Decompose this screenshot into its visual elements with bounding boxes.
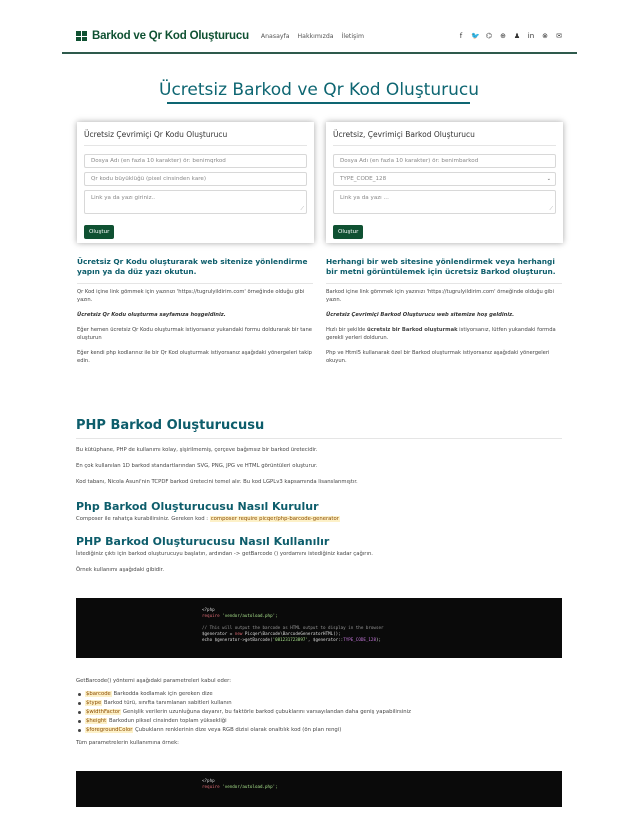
nav-link-home[interactable]: Anasayfa: [260, 32, 290, 40]
barcode-type-select[interactable]: [333, 172, 556, 186]
email-icon[interactable]: ✉: [556, 32, 562, 40]
qr-info-p3: Eğer hemen ücretsiz Qr Kodu oluşturmak istiyorsanız yukarıdaki formu doldurarak bir tane oluşturun: [77, 327, 312, 341]
barcode-type-value: TYPE_CODE_128: [340, 176, 387, 182]
code-line: <?php: [202, 778, 215, 783]
barcode-info-heading: Herhangi bir web sitesine yönlendirmek veya herhangi bir metni görüntülemek için ücretsiz Barkod oluşturun.: [326, 257, 562, 284]
code-const: TYPE_CODE_128: [343, 637, 376, 642]
barcode-info-p3: [326, 326, 562, 342]
code-keyword: new: [234, 631, 243, 636]
example-text: Örnek kullanımı aşağıdaki gibidir.: [76, 567, 165, 573]
barcode-card-heading: Ücretsiz, Çevrimiçi Barkod Oluşturucu: [333, 130, 556, 146]
param-desc: Çubukların renklerinin dize veya RGB dizisi olarak onaltılık kod (ön plan rengi): [135, 727, 342, 733]
barcode-info-section: [326, 257, 562, 372]
resize-grip-icon[interactable]: ⟋: [300, 206, 304, 212]
pinterest-icon[interactable]: ⊗: [542, 32, 548, 40]
php-section: [76, 418, 562, 439]
barcode-logo-icon: [76, 31, 88, 41]
navbar: [62, 20, 577, 54]
code-block-example: [76, 598, 562, 658]
social-links: [457, 32, 563, 40]
code-string: 'vendor/autoload.php';: [219, 613, 278, 618]
nav-link-contact[interactable]: İletişim: [341, 32, 365, 40]
qr-info-section: [77, 257, 313, 372]
code-call: echo $generator->getBarcode(: [202, 637, 273, 642]
usage-heading: PHP Barkod Oluşturucusu Nasıl Kullanılır: [76, 535, 330, 548]
code-class: Picqer\Barcode\BarcodeGeneratorHTML();: [242, 631, 341, 636]
qr-info-heading: Ücretsiz Qr Kodu oluşturarak web sitenize yönlendirme yapın ya da düz yazı okutun.: [77, 257, 313, 284]
barcode-info-p1: Barkod içine link gömmek için yazınızı 'https://tugrulyildirim.com' örneğinde olduğu gibi yazın.: [326, 289, 554, 303]
param-desc: Barkod türü, sınıfta tanımlanan sabitleri kullanın: [103, 700, 232, 706]
code-op: =: [227, 631, 235, 636]
page-title: Ücretsiz Barkod ve Qr Kod Oluşturucu: [159, 80, 479, 100]
stackoverflow-icon[interactable]: ♟: [513, 32, 521, 40]
php-p3: Kod tabanı, Nicola Asuni'nin TCPDF barkod üretecini temel alır. Bu kod LGPLv3 kapsamında lisanslanmıştır.: [76, 479, 358, 485]
list-item: [76, 727, 562, 733]
param-name: $foregroundColor: [86, 727, 133, 733]
code-keyword: require: [202, 613, 220, 618]
github-icon[interactable]: ⌬: [485, 32, 493, 40]
param-desc: Genişlik verilerin uzunluğuna dayanır, bu faktörle barkod çubuklarını varsayılandan daha geniş yapabilirsiniz: [122, 709, 411, 715]
brand-link[interactable]: [76, 30, 249, 42]
param-name: $height: [86, 718, 107, 724]
params-section: [76, 678, 562, 746]
facebook-icon[interactable]: f: [459, 32, 463, 40]
code-block-full: [76, 771, 562, 807]
qr-filename-input[interactable]: Dosya Adı (en fazla 10 karakter) ör: benimqrkod: [84, 154, 307, 168]
qr-create-button[interactable]: Oluştur: [84, 225, 114, 239]
php-section-heading: PHP Barkod Oluşturucusu: [76, 418, 562, 439]
qr-info-p4: Eğer kendi php kodlarınız ile bir Qr Kod oluşturmak istiyorsanız aşağıdaki yönergeleri takip edin.: [77, 350, 312, 364]
param-name: $widthFactor: [86, 709, 121, 715]
list-item: [76, 709, 562, 715]
title-underline: [167, 102, 470, 104]
install-text: Composer ile rahatça kurabilirsiniz. Gereken kod :: [76, 516, 209, 522]
brand-name: Barkod ve Qr Kod Oluşturucu: [92, 30, 249, 42]
php-p2: En çok kullanılan 1D barkod standartlarından SVG, PNG, JPG ve HTML görüntüleri oluşturur.: [76, 463, 318, 469]
qr-text-placeholder: Link ya da yazı giriniz..: [91, 195, 156, 201]
code-string: '081231723897': [272, 637, 308, 642]
linkedin-icon[interactable]: in: [527, 32, 535, 40]
barcode-info-p4: Php ve Html5 kullanarak özel bir Barkod oluşturmak istiyorsanız aşağıdaki yönergeleri okuyun.: [326, 350, 550, 364]
php-p1: Bu kütüphane, PHP de kullanımı kolay, şişirilmemiş, çerçeve bağımsız bir barkod üretecidir.: [76, 447, 318, 453]
install-command: composer require picqer/php-barcode-generator: [210, 516, 339, 522]
barcode-info-p3-bold: ücretsiz bir Barkod oluşturmak: [367, 327, 458, 333]
qr-info-welcome: Ücretsiz Qr Kodu oluşturma sayfamıza hoşgeldiniz.: [77, 312, 226, 318]
code-string: 'vendor/autoload.php';: [219, 784, 278, 789]
qr-text-input[interactable]: [84, 190, 307, 214]
resize-grip-icon[interactable]: ⟋: [549, 206, 553, 212]
params-intro: GetBarcode() yöntemi aşağıdaki parametreleri kabul eder:: [76, 678, 232, 684]
param-desc: Barkodun piksel cinsinden toplam yüksekliği: [108, 718, 227, 724]
dribbble-icon[interactable]: ⊕: [500, 32, 506, 40]
barcode-text-placeholder: Link ya da yazı ...: [340, 195, 389, 201]
barcode-filename-input[interactable]: Dosya Adı (en fazla 10 karakter) ör: benimbarkod: [333, 154, 556, 168]
chevron-down-icon: ⌄: [546, 176, 551, 182]
param-name: $type: [86, 700, 102, 706]
twitter-icon[interactable]: 🐦: [471, 32, 480, 40]
code-comment: // This will output the barcode as HTML output to display in the browser: [202, 625, 384, 630]
param-name: $barcode: [86, 691, 111, 697]
code-keyword: require: [202, 784, 220, 789]
list-item: [76, 691, 562, 697]
code-var: $generator: [202, 631, 228, 636]
nav-link-about[interactable]: Hakkımızda: [297, 32, 334, 40]
barcode-text-input[interactable]: [333, 190, 556, 214]
barcode-info-p3-post: istiyorsanız, lütfen yukarıdaki formda gerekli yerleri doldurun.: [326, 327, 556, 341]
list-item: [76, 700, 562, 706]
param-desc: Barkodda kodlamak için gereken dize: [113, 691, 213, 697]
barcode-generator-card: [326, 122, 563, 243]
params-list: [76, 691, 562, 733]
list-item: [76, 718, 562, 724]
qr-card-heading: Ücretsiz Çevrimiçi Qr Kodu Oluşturucu: [84, 130, 307, 146]
qr-generator-card: [77, 122, 314, 243]
install-section: [76, 500, 562, 522]
barcode-create-button[interactable]: Oluştur: [333, 225, 363, 239]
php-intro: [76, 447, 562, 485]
barcode-info-p3-pre: Hızlı bir şekilde: [326, 327, 368, 333]
code-call: , $generator::: [307, 637, 344, 642]
code-call: );: [375, 637, 382, 642]
install-heading: Php Barkod Oluşturucusu Nasıl Kurulur: [76, 500, 319, 513]
qr-size-input[interactable]: Qr kodu büyüklüğü (pixel cinsinden kare): [84, 172, 307, 186]
all-params-text: Tüm parametrelerin kullanımına örnek:: [76, 740, 179, 746]
usage-text: İstediğiniz çıktı için barkod oluşturucuyu başlatın, ardından -> getBarcode () yordamını istediğiniz kadar çağırın.: [76, 551, 373, 557]
barcode-info-welcome: Ücretsiz Çevrimiçi Barkod Oluşturucu web sitemize hoş geldiniz.: [326, 312, 515, 318]
code-line: <?php: [202, 607, 215, 612]
usage-section: [76, 535, 562, 573]
qr-info-p1: Qr Kod içine link gömmek için yazınızı 'https://tugrulyildirim.com' örneğinde olduğu gibi yazın.: [77, 289, 305, 303]
